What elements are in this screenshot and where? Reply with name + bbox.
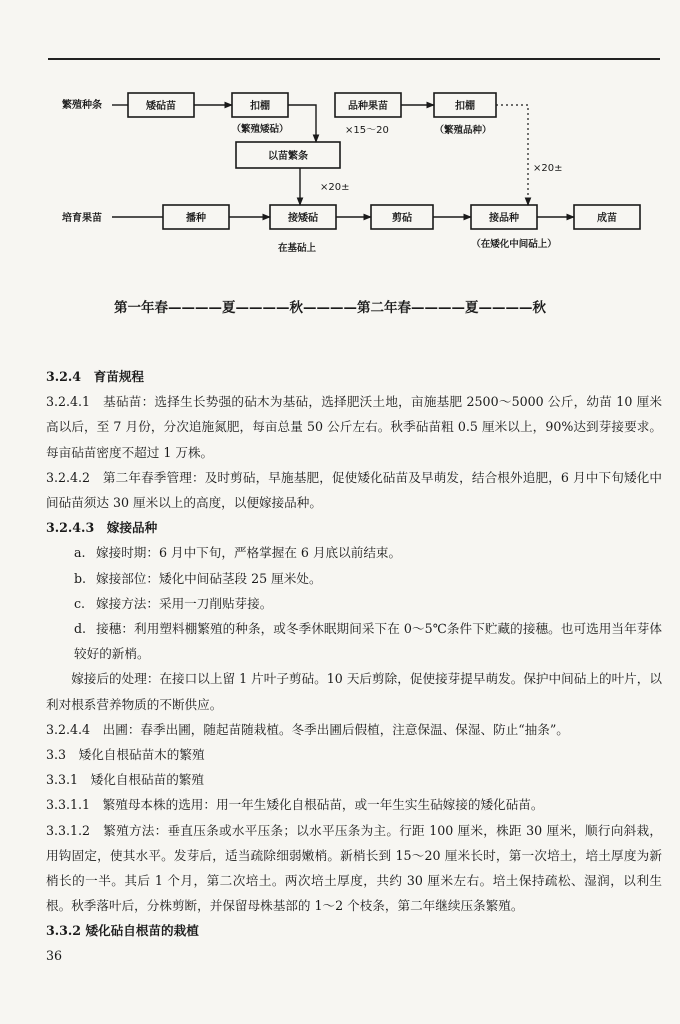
- caption-graft-variety: （在矮化中间砧上）: [471, 239, 557, 250]
- caption-shed-2: （繁殖品种）: [434, 125, 492, 136]
- box-graft-stock-label: 接矮砧: [288, 213, 318, 224]
- list-item: [46, 566, 662, 591]
- section-heading: 3.3.2 矮化砧自根苗的栽植: [46, 923, 199, 939]
- paragraph: 3.2.4.4 出圃：春季出圃，随起苗随栽植。冬季出圃后假植，注意保温、保湿、防止“抽条”。: [46, 721, 569, 737]
- section-heading: 3.2.4 育苗规程: [46, 369, 145, 384]
- page-number: 36: [46, 948, 63, 963]
- box-cut-label: 剪砧: [392, 213, 412, 224]
- multiplier-cuttings: ×20±: [320, 182, 350, 193]
- caption-shed-1: （繁殖矮砧）: [231, 124, 289, 135]
- list-marker: b.: [74, 570, 87, 586]
- box-cuttings-label: 以苗繁条: [268, 151, 308, 162]
- timeline: 第一年春————夏————秋————第二年春————夏————秋: [114, 300, 546, 316]
- paragraph: 3.3.1.2 繁殖方法：垂直压条或水平压条；以水平压条为主。行距 100 厘米，株距 30 厘米，顺行向斜栽，用钩固定，使其水平。发芽后，适当疏除细弱嫩梢。新梢长到 15～20 厘米长时，第一次培土，培土厚度为新梢长的一半。其后 1 个月，第二次培土。两次培土厚度，共约 30 厘米左右。培土保持疏松、湿润，以利生根。秋季落叶后，分株剪断，并保留母株基部的 1～2 个枝条，第二年继续压条繁殖。: [46, 822, 662, 914]
- caption-graft-stock: 在基砧上: [277, 243, 317, 254]
- list-item: [46, 540, 662, 565]
- paragraph: 嫁接后的处理：在接口以上留 1 片叶子剪砧。10 天后剪除，促使接芽提早萌发。保护中间砧上的叶片，以利对根系营养物质的不断供应。: [46, 671, 662, 712]
- section-heading: 3.2.4.3 嫁接品种: [46, 520, 158, 536]
- multiplier-shed-2: ×20±: [533, 163, 563, 174]
- list-item: [46, 591, 662, 616]
- paragraph: 3.3.1 矮化自根砧苗的繁殖: [46, 772, 204, 788]
- list-text: 嫁接时期：6 月中下旬，严格掌握在 6 月底以前结束。: [96, 545, 402, 561]
- paragraph: 3.2.4.2 第二年春季管理：及时剪砧，早施基肥，促使矮化砧苗及早萌发，结合根外追肥，6 月中下旬矮化中间砧苗须达 30 厘米以上的高度，以便嫁接品种。: [46, 469, 662, 511]
- body-text: [46, 364, 662, 944]
- paragraph: 3.3 矮化自根砧苗木的繁殖: [46, 747, 205, 763]
- list-marker: a.: [74, 545, 86, 561]
- row-label-propagate-cuttings: 繁殖种条: [62, 100, 102, 111]
- box-dwarf-stock-label: 矮砧苗: [146, 101, 176, 112]
- list-text: 嫁接部位：矮化中间砧茎段 25 厘米处。: [96, 570, 322, 586]
- multiplier-variety: ×15～20: [345, 125, 389, 136]
- box-shed-1-label: 扣棚: [250, 101, 270, 112]
- box-variety-label: 品种果苗: [348, 101, 388, 112]
- list-item: [46, 616, 662, 666]
- list-marker: c.: [74, 595, 86, 611]
- arrow-shed-to-cuttings: [288, 105, 316, 142]
- list-marker: d.: [74, 621, 87, 637]
- box-sow-label: 播种: [186, 213, 206, 224]
- list-text: 接穗：利用塑料棚繁殖的种条，或冬季休眠期间采下在 0～5℃条件下贮藏的接穗。也可选用当年芽体较好的新梢。: [74, 621, 662, 662]
- box-graft-variety-label: 接品种: [489, 213, 519, 224]
- list-text: 嫁接方法：采用一刀削贴芽接。: [96, 595, 273, 611]
- paragraph: 3.3.1.1 繁殖母本株的选用：用一年生矮化自根砧苗，或一年生实生砧嫁接的矮化砧苗。: [46, 797, 544, 813]
- box-finished-label: 成苗: [597, 213, 617, 224]
- row-label-raise-seedlings: 培育果苗: [62, 213, 102, 224]
- box-shed-2-label: 扣棚: [455, 101, 475, 112]
- arrow-shed2-dashed: [496, 105, 528, 205]
- paragraph: 3.2.4.1 基砧苗：选择生长势强的砧木为基砧，选择肥沃土地，亩施基肥 2500～5000 公斤，幼苗 10 厘米高以后，至 7 月份，分次追施氮肥，每亩总量 50 公斤左右。秋季砧苗粗 0.5 厘米以上，90%达到芽接要求。每亩砧苗密度不超过 1 万株。: [46, 394, 662, 460]
- propagation-flowchart: [0, 0, 680, 340]
